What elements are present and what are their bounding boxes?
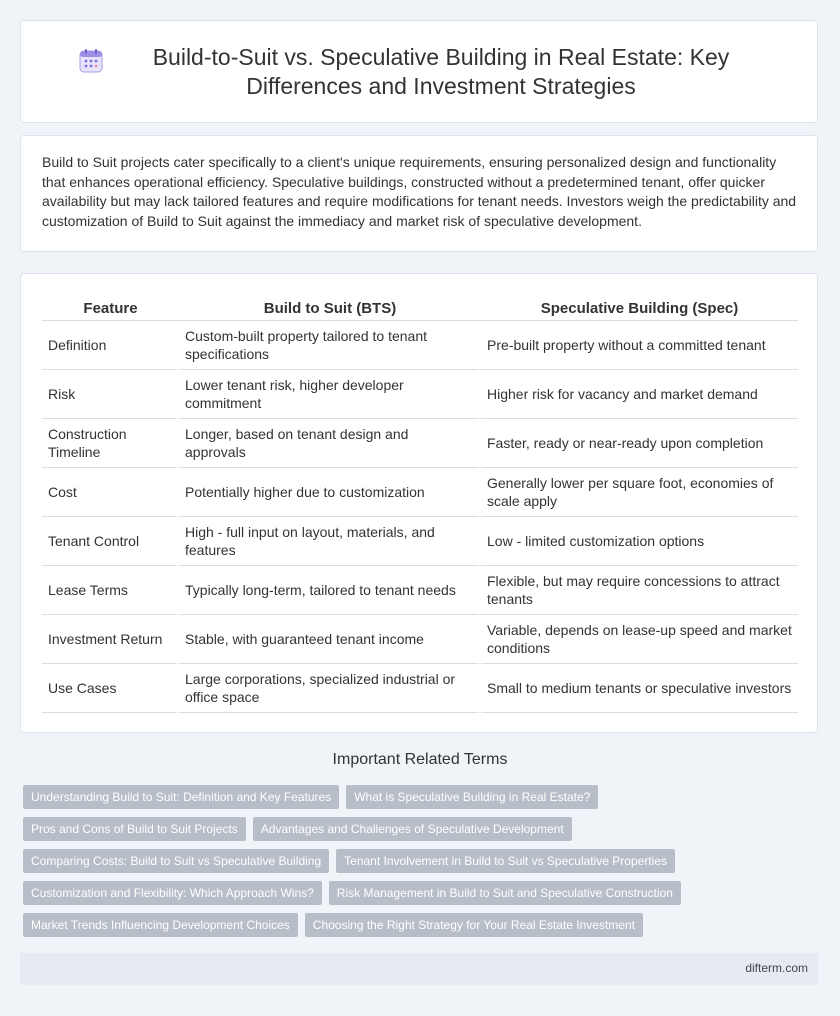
comparison-card <box>20 273 818 733</box>
spec-cell: Higher risk for vacancy and market demand <box>481 370 798 419</box>
related-term-link[interactable]: Market Trends Influencing Development Choices <box>23 913 298 937</box>
bts-cell: Lower tenant risk, higher developer commitment <box>179 370 481 419</box>
feature-cell: Lease Terms <box>42 566 179 615</box>
feature-cell: Construction Timeline <box>42 419 179 468</box>
related-term-link[interactable]: Pros and Cons of Build to Suit Projects <box>23 817 246 841</box>
spec-cell: Variable, depends on lease-up speed and market conditions <box>481 615 798 664</box>
spec-cell: Generally lower per square foot, economies of scale apply <box>481 468 798 517</box>
bts-cell: Custom-built property tailored to tenant specifications <box>179 321 481 370</box>
intro-paragraph: Build to Suit projects cater specifically to a client's unique requirements, ensuring personalized design and functionality that enhances operational efficiency. Speculative buildings, constructed without a predetermined tenant, offer quicker availability but may lack tailored features and require modifications for tenant needs. Investors weigh the predictability and customization of Build to Suit against the immediacy and market risk of speculative development. <box>42 154 797 229</box>
table-row <box>42 468 798 517</box>
bts-cell: Longer, based on tenant design and approvals <box>179 419 481 468</box>
related-term-link[interactable]: Risk Management in Build to Suit and Speculative Construction <box>329 881 681 905</box>
table-row <box>42 615 798 664</box>
title-card <box>20 20 818 123</box>
page-title: Build-to-Suit vs. Speculative Building in Real Estate: Key Differences and Investment Strategies <box>152 44 730 99</box>
footer-site-name[interactable]: difterm.com <box>745 961 808 975</box>
related-term-link[interactable]: Choosing the Right Strategy for Your Real Estate Investment <box>305 913 643 937</box>
spec-cell: Faster, ready or near-ready upon completion <box>481 419 798 468</box>
table-row <box>42 566 798 615</box>
bts-cell: High - full input on layout, materials, and features <box>179 517 481 566</box>
table-row <box>42 321 798 370</box>
related-term-link[interactable]: Advantages and Challenges of Speculative Development <box>253 817 572 841</box>
related-terms-heading: Important Related Terms <box>332 751 508 768</box>
related-term-link[interactable]: Customization and Flexibility: Which Approach Wins? <box>23 881 322 905</box>
table-row <box>42 419 798 468</box>
table-header-row <box>42 296 798 321</box>
related-term-link[interactable]: Understanding Build to Suit: Definition and Key Features <box>23 785 339 809</box>
bts-cell: Typically long-term, tailored to tenant needs <box>179 566 481 615</box>
feature-cell: Tenant Control <box>42 517 179 566</box>
related-term-link[interactable]: Tenant Involvement in Build to Suit vs Speculative Properties <box>336 849 675 873</box>
related-term-link[interactable]: Comparing Costs: Build to Suit vs Speculative Building <box>23 849 329 873</box>
header-feature: Feature <box>42 296 179 321</box>
spec-cell: Flexible, but may require concessions to attract tenants <box>481 566 798 615</box>
header-speculative: Speculative Building (Spec) <box>481 296 798 321</box>
spec-cell: Pre-built property without a committed tenant <box>481 321 798 370</box>
header-build-to-suit: Build to Suit (BTS) <box>179 296 481 321</box>
table-row <box>42 370 798 419</box>
spec-cell: Low - limited customization options <box>481 517 798 566</box>
related-terms-list <box>23 785 823 945</box>
feature-cell: Definition <box>42 321 179 370</box>
bts-cell: Large corporations, specialized industrial or office space <box>179 664 481 713</box>
feature-cell: Use Cases <box>42 664 179 713</box>
bts-cell: Stable, with guaranteed tenant income <box>179 615 481 664</box>
feature-cell: Investment Return <box>42 615 179 664</box>
table-row <box>42 664 798 713</box>
intro-card <box>20 135 818 252</box>
spec-cell: Small to medium tenants or speculative investors <box>481 664 798 713</box>
calendar-icon <box>77 47 105 75</box>
footer <box>20 953 818 985</box>
comparison-table <box>42 296 798 713</box>
table-row <box>42 517 798 566</box>
feature-cell: Risk <box>42 370 179 419</box>
related-term-link[interactable]: What is Speculative Building in Real Estate? <box>346 785 598 809</box>
bts-cell: Potentially higher due to customization <box>179 468 481 517</box>
feature-cell: Cost <box>42 468 179 517</box>
